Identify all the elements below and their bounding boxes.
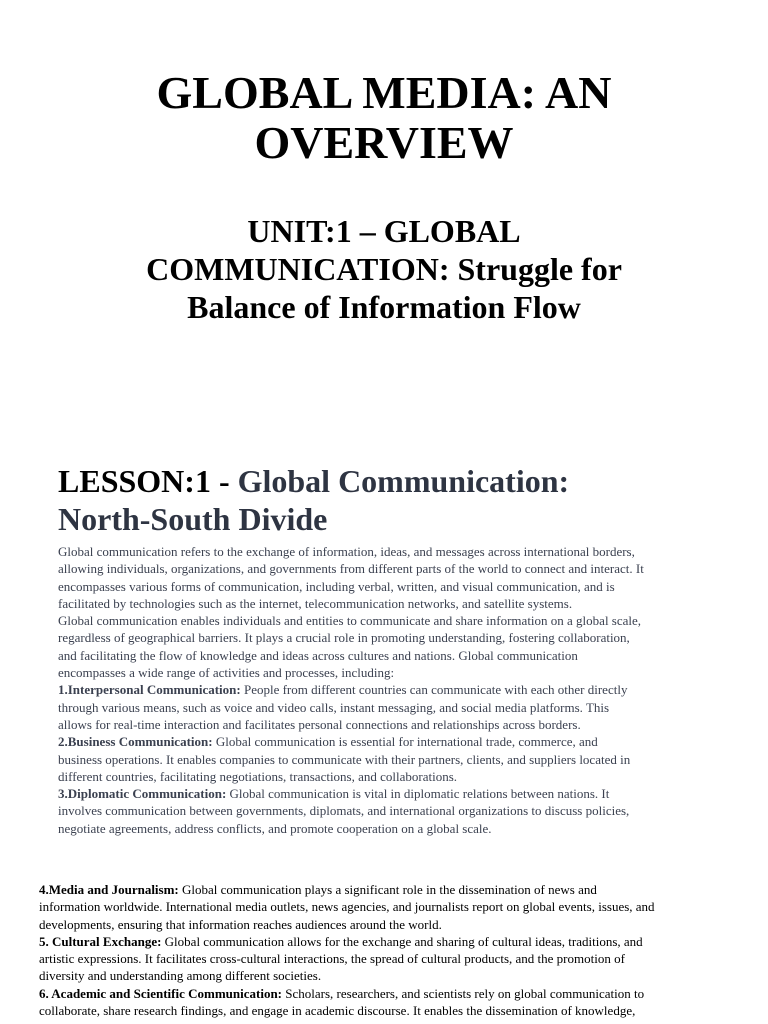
unit-line-2: COMMUNICATION: Struggle for	[146, 251, 622, 287]
item-text: Global communication plays a significant role in the dissemination of news and	[178, 882, 597, 897]
unit-line-3: Balance of Information Flow	[187, 289, 581, 325]
paragraph-line: diversity and understanding among different societies.	[39, 968, 322, 984]
paragraph-line: allows for real-time interaction and facilitates personal connections and relationships across borders.	[58, 716, 581, 732]
list-item-interpersonal	[58, 681, 718, 698]
section-2-body	[39, 881, 739, 1019]
unit-heading	[0, 212, 768, 326]
item-title: 1.Interpersonal Communication:	[58, 682, 241, 698]
paragraph-line: encompasses various forms of communication, including verbal, written, and visual communication, and is	[58, 578, 615, 594]
item-text: Global communication allows for the exchange and sharing of cultural ideas, traditions, and	[161, 933, 643, 949]
list-item-diplomatic	[58, 785, 718, 802]
paragraph-line: Global communication enables individuals and entities to communicate and share information on a global scale,	[58, 613, 642, 629]
unit-line-1: UNIT:1 – GLOBAL	[247, 213, 521, 249]
list-item-business	[58, 733, 718, 750]
paragraph-line: Global communication refers to the exchange of information, ideas, and messages across international borders,	[58, 544, 635, 559]
section-1-body	[58, 543, 718, 837]
item-text: Scholars, researchers, and scientists rely on global communication to	[282, 985, 645, 1001]
item-title: 4.Media and Journalism:	[39, 882, 179, 897]
lesson-title-line-1: Global Communication:	[237, 463, 570, 499]
item-title: 2.Business Communication:	[58, 734, 213, 750]
page-title	[0, 68, 768, 168]
title-line-2: OVERVIEW	[254, 117, 514, 168]
item-title: 3.Diplomatic Communication:	[58, 786, 227, 802]
paragraph-line: business operations. It enables companies to communicate with their partners, clients, and suppliers located in	[58, 751, 631, 767]
paragraph-line: allowing individuals, organizations, and governments from different parts of the world to connect and interact. It	[58, 561, 644, 577]
item-text: People from different countries can communicate with each other directly	[240, 682, 628, 698]
paragraph-line: facilitated by technologies such as the internet, telecommunication networks, and satellite systems.	[58, 595, 573, 611]
item-title: 5. Cultural Exchange:	[39, 933, 162, 949]
paragraph-line: regardless of geographical barriers. It plays a crucial role in promoting understanding, fostering collaboration,	[58, 630, 630, 646]
item-text: Global communication is essential for international trade, commerce, and	[212, 734, 598, 750]
paragraph-line: collaborate, share research findings, and engage in academic discourse. It enables the dissemination of knowledge,	[39, 1003, 636, 1019]
lesson-heading	[58, 462, 738, 538]
paragraph-line: different countries, facilitating negotiations, transactions, and collaborations.	[58, 768, 458, 784]
item-title: 6. Academic and Scientific Communication:	[39, 985, 283, 1001]
lesson-title-line-2: North-South Divide	[58, 501, 328, 537]
paragraph-line: information worldwide. International media outlets, news agencies, and journalists report on global events, issues, and	[39, 899, 655, 915]
paragraph-line: involves communication between governments, diplomats, and international organizations to discuss policies,	[58, 803, 630, 819]
paragraph-line: and facilitating the flow of knowledge and ideas across cultures and nations. Global communication	[58, 647, 578, 663]
paragraph-line: negotiate agreements, address conflicts, and promote cooperation on a global scale.	[58, 820, 492, 836]
list-item-media	[39, 881, 739, 898]
list-item-academic	[39, 985, 739, 1002]
item-text: Global communication is vital in diplomatic relations between nations. It	[226, 786, 610, 802]
lesson-prefix: LESSON:1 -	[58, 463, 238, 499]
title-line-1: GLOBAL MEDIA: AN	[156, 67, 612, 118]
paragraph-line: artistic expressions. It facilitates cross-cultural interactions, the spread of cultural products, and the promotion of	[39, 951, 625, 967]
paragraph-line: through various means, such as voice and video calls, instant messaging, and social media platforms. This	[58, 699, 610, 715]
paragraph-line: developments, ensuring that information reaches audiences around the world.	[39, 916, 442, 932]
paragraph-line: encompasses a wide range of activities and processes, including:	[58, 665, 395, 681]
list-item-cultural	[39, 933, 739, 950]
